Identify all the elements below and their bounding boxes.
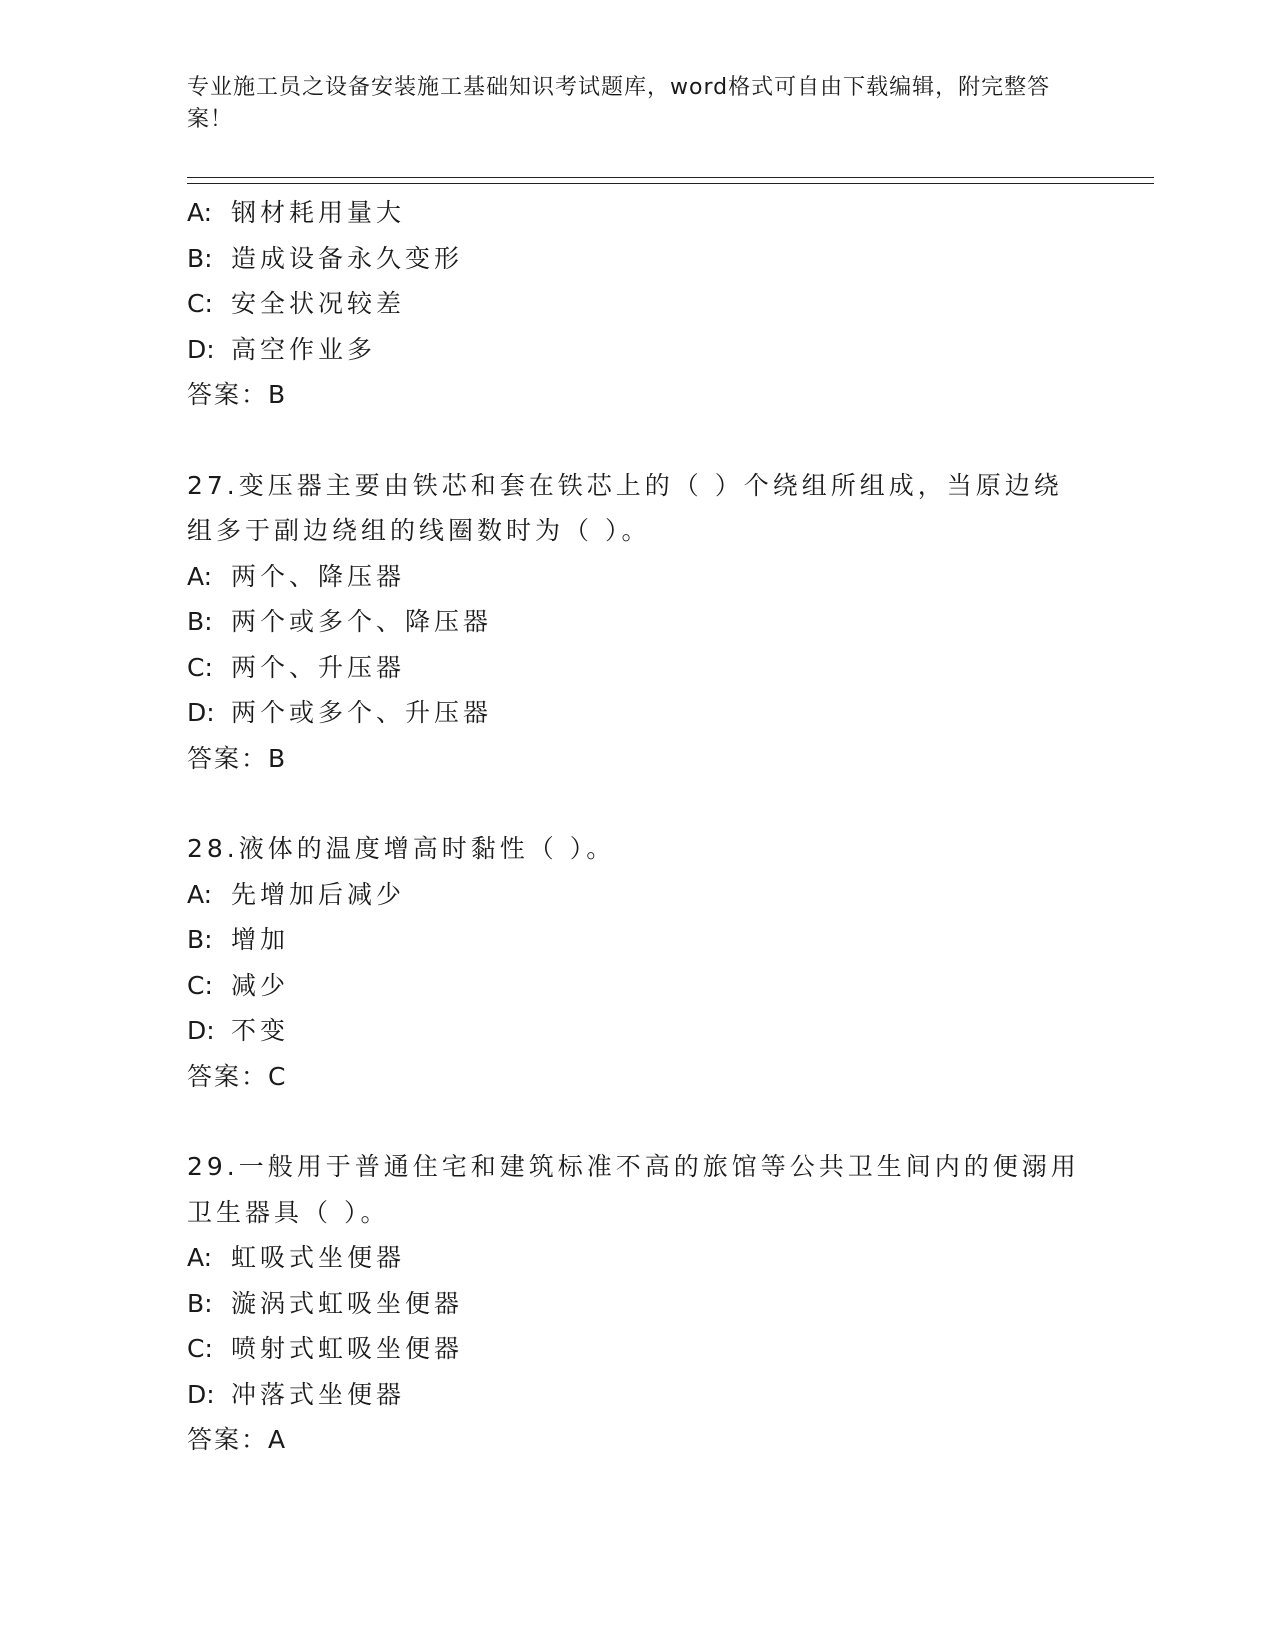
option-text: 两个、降压器 xyxy=(231,561,406,591)
option-letter: D: xyxy=(187,1379,215,1409)
option-letter: D: xyxy=(187,1016,215,1045)
question-list xyxy=(187,190,1087,1463)
question-block xyxy=(187,463,1087,782)
option-letter: C: xyxy=(187,970,213,1000)
option-letter: D: xyxy=(187,334,215,364)
option-text: 漩涡式虹吸坐便器 xyxy=(231,1288,464,1318)
option-c xyxy=(187,281,1087,327)
option-a xyxy=(187,190,1087,236)
option-d xyxy=(187,690,1087,736)
option-b xyxy=(187,599,1087,645)
answer-line: 答案：B xyxy=(187,743,288,773)
header-divider-bottom xyxy=(187,183,1154,184)
answer-line: 答案：B xyxy=(187,380,288,409)
block-spacer xyxy=(187,781,1087,826)
option-letter: B: xyxy=(187,925,213,954)
option-b xyxy=(187,917,1087,963)
option-d xyxy=(187,1008,1087,1054)
option-b xyxy=(187,1281,1087,1327)
option-c xyxy=(187,645,1087,691)
option-letter: A: xyxy=(187,198,213,227)
question-text: 27.变压器主要由铁芯和套在铁芯上的（ ）个绕组所组成，当原边绕组多于副边绕组的线圈数时为（ ）。 xyxy=(187,470,1063,545)
option-a xyxy=(187,872,1087,918)
option-text: 钢材耗用量大 xyxy=(231,198,406,227)
answer-line: 答案：C xyxy=(187,1061,288,1091)
option-text: 安全状况较差 xyxy=(231,289,406,318)
option-letter: C: xyxy=(187,289,213,318)
option-text: 高空作业多 xyxy=(231,334,377,364)
answer-line: 答案：A xyxy=(187,1425,288,1454)
option-text: 虹吸式坐便器 xyxy=(231,1243,406,1272)
option-c xyxy=(187,963,1087,1009)
option-b xyxy=(187,236,1087,282)
option-letter: B: xyxy=(187,243,213,273)
option-letter: B: xyxy=(187,607,213,636)
option-text: 先增加后减少 xyxy=(231,879,406,909)
option-d xyxy=(187,1372,1087,1418)
option-a xyxy=(187,554,1087,600)
option-a xyxy=(187,1235,1087,1281)
option-c xyxy=(187,1326,1087,1372)
option-text: 两个或多个、降压器 xyxy=(231,607,493,636)
question-block xyxy=(187,826,1087,1099)
option-letter: A: xyxy=(187,1243,213,1272)
option-d xyxy=(187,327,1087,373)
option-text: 增加 xyxy=(231,925,290,954)
option-letter: B: xyxy=(187,1288,213,1318)
option-text: 喷射式虹吸坐便器 xyxy=(231,1334,464,1363)
option-text: 冲落式坐便器 xyxy=(231,1379,406,1409)
option-letter: A: xyxy=(187,561,213,591)
block-spacer xyxy=(187,418,1087,463)
option-text: 减少 xyxy=(231,970,290,1000)
option-letter: D: xyxy=(187,698,215,727)
block-spacer xyxy=(187,1099,1087,1144)
option-text: 造成设备永久变形 xyxy=(231,243,464,273)
question-text: 29.一般用于普通住宅和建筑标准不高的旅馆等公共卫生间内的便溺用卫生器具（ ）。 xyxy=(187,1152,1080,1227)
option-text: 两个或多个、升压器 xyxy=(231,698,493,727)
option-letter: A: xyxy=(187,879,213,909)
option-text: 不变 xyxy=(231,1016,290,1045)
document-header: 专业施工员之设备安装施工基础知识考试题库，word格式可自由下载编辑，附完整答案！ xyxy=(187,75,1051,132)
option-letter: C: xyxy=(187,652,213,682)
header-divider-top xyxy=(187,177,1154,178)
question-text: 28.液体的温度增高时黏性（ ）。 xyxy=(187,834,616,863)
option-text: 两个、升压器 xyxy=(231,652,406,682)
question-block xyxy=(187,1144,1087,1463)
option-letter: C: xyxy=(187,1334,213,1363)
question-block xyxy=(187,190,1087,418)
